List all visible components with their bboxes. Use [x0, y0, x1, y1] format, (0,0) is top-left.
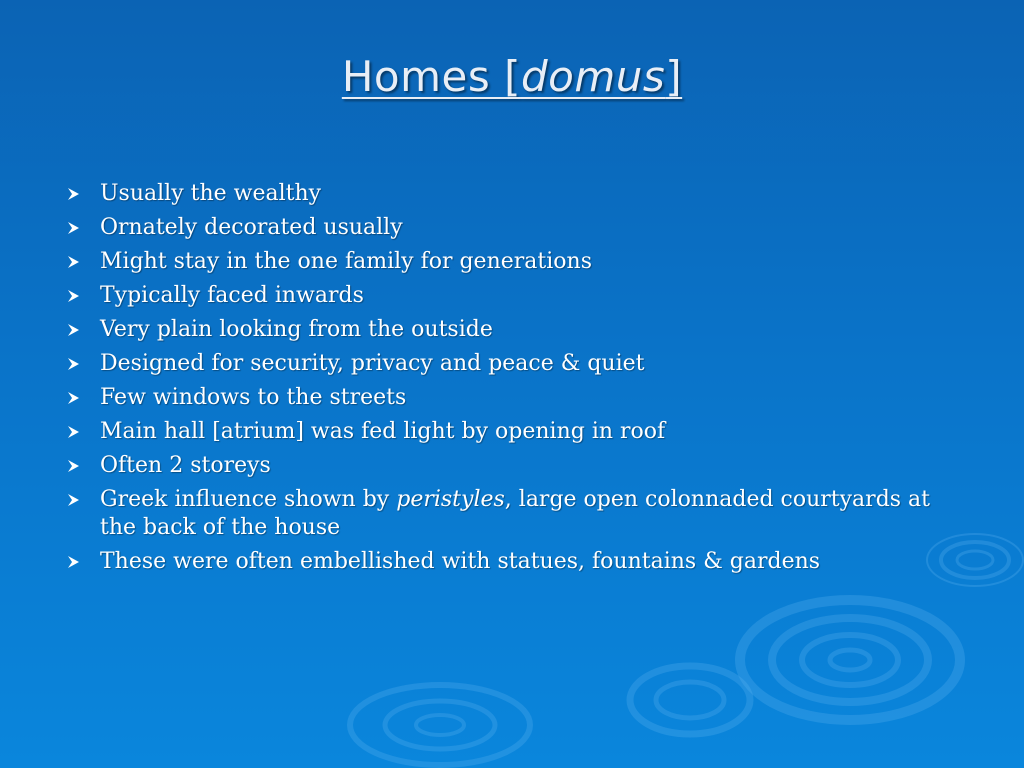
ripple-ring — [772, 618, 928, 702]
bullet-text: Typically faced inwards — [100, 283, 364, 308]
bullet-text: Often 2 storeys — [100, 453, 271, 478]
bullet-item — [62, 384, 972, 412]
arrowhead-bullet-icon — [64, 548, 84, 576]
bullet-text-after: , large open colonnaded courtyards at the back of the house — [100, 487, 931, 540]
ripple-ring — [385, 701, 495, 749]
ripple-ring — [630, 666, 750, 734]
bullet-item — [62, 548, 972, 576]
arrowhead-bullet-icon — [64, 180, 84, 208]
bullet-list — [62, 180, 972, 582]
arrowhead-bullet-icon — [64, 316, 84, 344]
bullet-text: Ornately decorated usually — [100, 215, 403, 240]
arrowhead-bullet-icon — [64, 384, 84, 412]
bullet-text: Very plain looking from the outside — [100, 317, 493, 342]
bullet-text: Few windows to the streets — [100, 385, 407, 410]
bullet-item — [62, 486, 972, 542]
ripple-ring — [350, 685, 530, 765]
arrowhead-bullet-icon — [64, 486, 84, 514]
ripple-ring — [740, 600, 960, 720]
bullet-text: These were often embellished with statues, fountains & gardens — [100, 549, 821, 574]
bullet-text — [100, 487, 930, 540]
arrowhead-bullet-icon — [64, 282, 84, 310]
bullet-item — [62, 214, 972, 242]
bullet-item — [62, 316, 972, 344]
bullet-item — [62, 418, 972, 446]
slide-title — [0, 52, 1024, 101]
ripple-ring — [802, 635, 898, 685]
bullet-text: Main hall [atrium] was fed light by opening in roof — [100, 419, 666, 444]
ripple-ring — [830, 650, 870, 670]
bullet-item — [62, 248, 972, 276]
bullet-text-before: Greek influence shown by — [100, 487, 397, 512]
bullet-text: Usually the wealthy — [100, 181, 322, 206]
title-suffix: ] — [665, 52, 683, 101]
arrowhead-bullet-icon — [64, 214, 84, 242]
arrowhead-bullet-icon — [64, 350, 84, 378]
title-emphasis: domus — [520, 52, 666, 101]
bullet-text: Designed for security, privacy and peace & quiet — [100, 351, 645, 376]
arrowhead-bullet-icon — [64, 418, 84, 446]
bullet-item — [62, 180, 972, 208]
bullet-text: Might stay in the one family for generations — [100, 249, 592, 274]
ripple-ring — [656, 682, 724, 718]
bullet-item — [62, 452, 972, 480]
bullet-text-emphasis: peristyles — [396, 487, 505, 512]
arrowhead-bullet-icon — [64, 452, 84, 480]
bullet-item — [62, 282, 972, 310]
bullet-item — [62, 350, 972, 378]
title-prefix: Homes [ — [341, 52, 521, 101]
ripple-ring — [416, 715, 464, 735]
arrowhead-bullet-icon — [64, 248, 84, 276]
